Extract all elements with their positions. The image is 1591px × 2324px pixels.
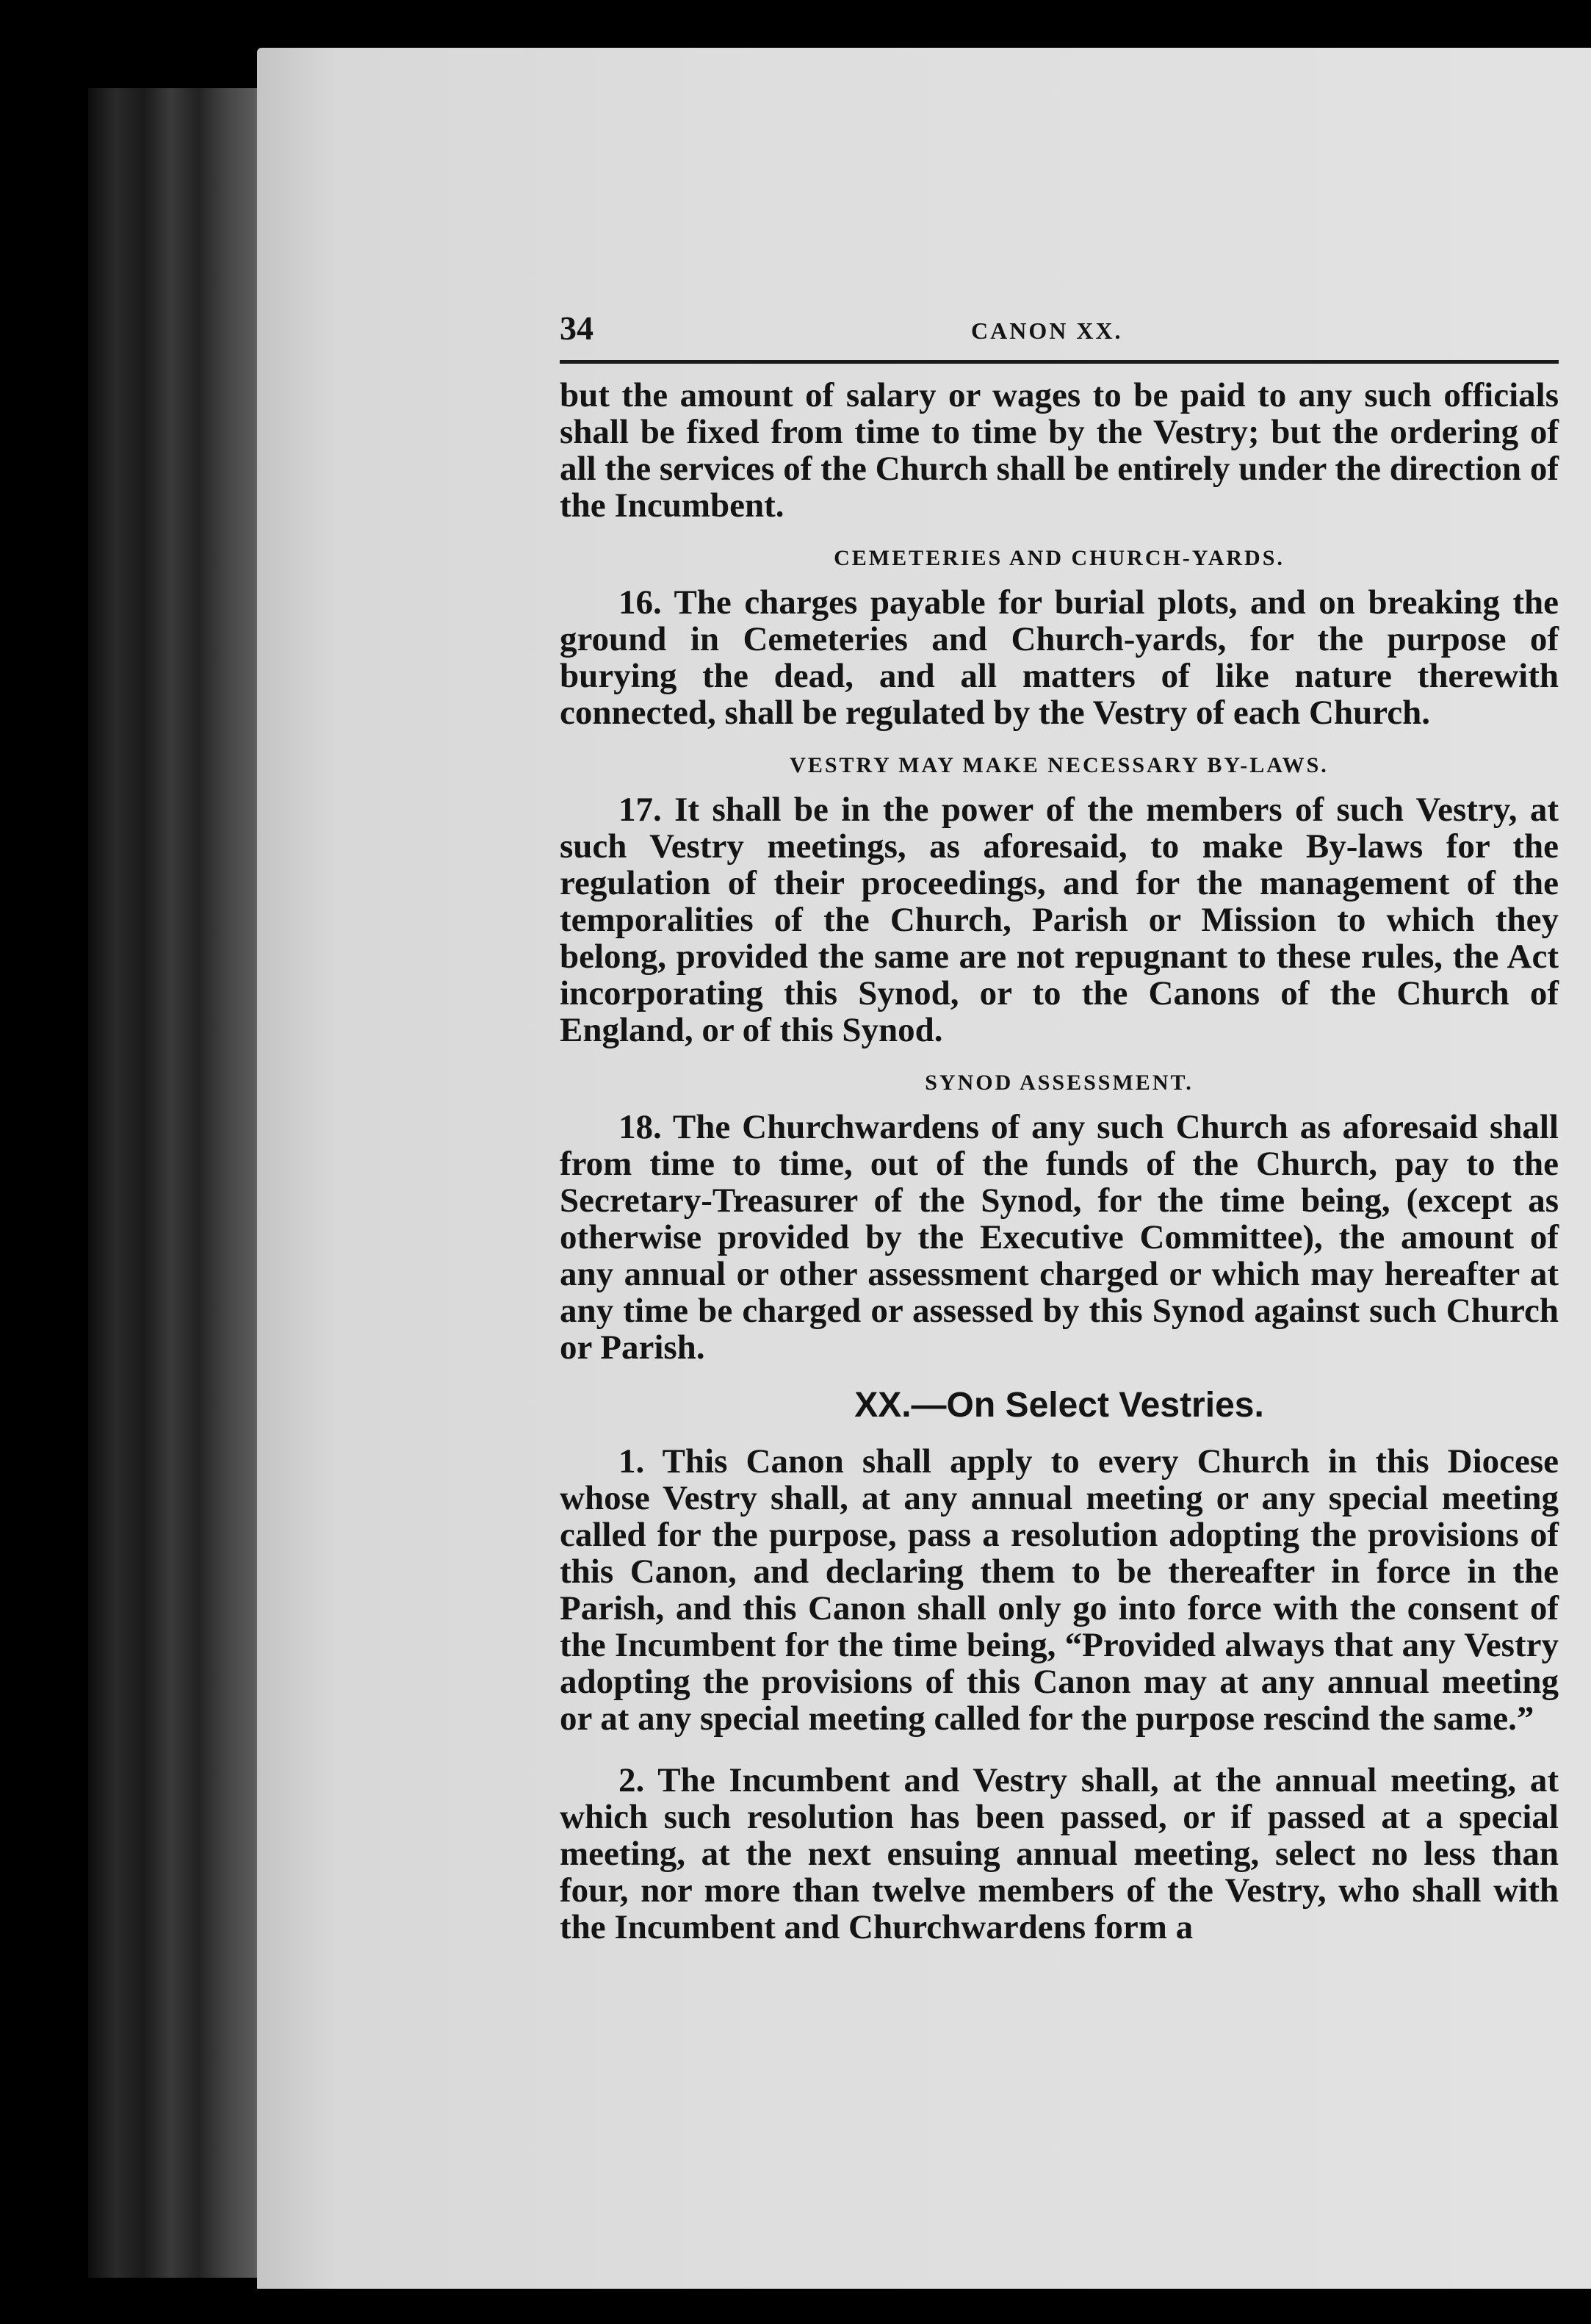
paragraph-16-text: The charges payable for burial plots, and on breaking the ground in Cemeteries and Church-yards, for the purpose of burying the dead, and all matters of like nature therewith connected, shall be regulated by the Vestry of each Church.: [560, 583, 1559, 732]
continuation-paragraph: but the amount of salary or wages to be paid to any such officials shall be fixed from time to time by the Vestry; but the ordering of all the services of the Church shall be entirely under the direction of the Incumbent.: [560, 376, 1559, 525]
page-header: [560, 309, 1559, 364]
paragraph-18: [560, 1109, 1559, 1366]
section-title: XX.—On Select Vestries.: [854, 1386, 1264, 1425]
bylaws-heading: VESTRY MAY MAKE NECESSARY BY-LAWS.: [790, 753, 1329, 777]
paragraph-17-text: It shall be in the power of the members of such Vestry, at such Vestry meetings, as aforesaid, to make By-laws for the regulation of their proceedings, and for the management of the temporalities of the Church, Parish or Mission to which they belong, provided the same are not repugnant to these rules, the Act incorporating this Synod, or to the Canons of the Church of England, or of this Synod.: [560, 791, 1559, 1049]
section-xx-paragraph-1: [560, 1443, 1559, 1737]
paragraph-17-number: 17.: [618, 791, 662, 829]
section-xx-paragraph-1-text: This Canon shall apply to every Church in this Diocese whose Vestry shall, at any annual meeting or any special meeting called for the purpose, pass a resolution adopting the provisions of this Canon, and declaring them to be thereafter in force in the Parish, and this Canon shall only go into force with the consent of the Incumbent for the time being, “Provided always that any Vestry adopting the provisions of this Canon may at any annual meeting or at any special meeting called for the purpose rescind the same.”: [560, 1442, 1559, 1738]
assessment-heading: SYNOD ASSESSMENT.: [925, 1071, 1194, 1095]
section-xx-paragraph-1-number: 1.: [618, 1442, 645, 1481]
paragraph-16: [560, 584, 1559, 731]
running-head: CANON XX.: [971, 317, 1123, 344]
page-number: 34: [560, 309, 594, 347]
book-page-edges: [88, 88, 272, 2278]
section-xx-paragraph-2-text: The Incumbent and Vestry shall, at the annual meeting, at which such resolution has been passed, or if passed at a special meeting, at the next ensuing annual meeting, select no less than four, nor more than twelve members of the Vestry, who shall with the Incumbent and Churchwardens form a: [560, 1761, 1559, 1946]
paragraph-18-text: The Churchwardens of any such Church as aforesaid shall from time to time, out of the funds of the Church, pay to the Secretary-Treasurer of the Synod, for the time being, (except as otherwise provided by the Executive Committee), the amount of any annual or other assessment charged or which may hereafter at any time be charged or assessed by this Synod against such Church or Parish.: [560, 1108, 1559, 1367]
section-xx-paragraph-2-number: 2.: [618, 1761, 645, 1799]
paragraph-16-number: 16.: [618, 583, 662, 622]
page-content: [560, 309, 1559, 1946]
section-xx-paragraph-2: [560, 1762, 1559, 1946]
paragraph-18-number: 18.: [618, 1108, 662, 1146]
cemeteries-heading: CEMETERIES AND CHURCH-YARDS.: [834, 546, 1285, 570]
paragraph-17: [560, 791, 1559, 1048]
